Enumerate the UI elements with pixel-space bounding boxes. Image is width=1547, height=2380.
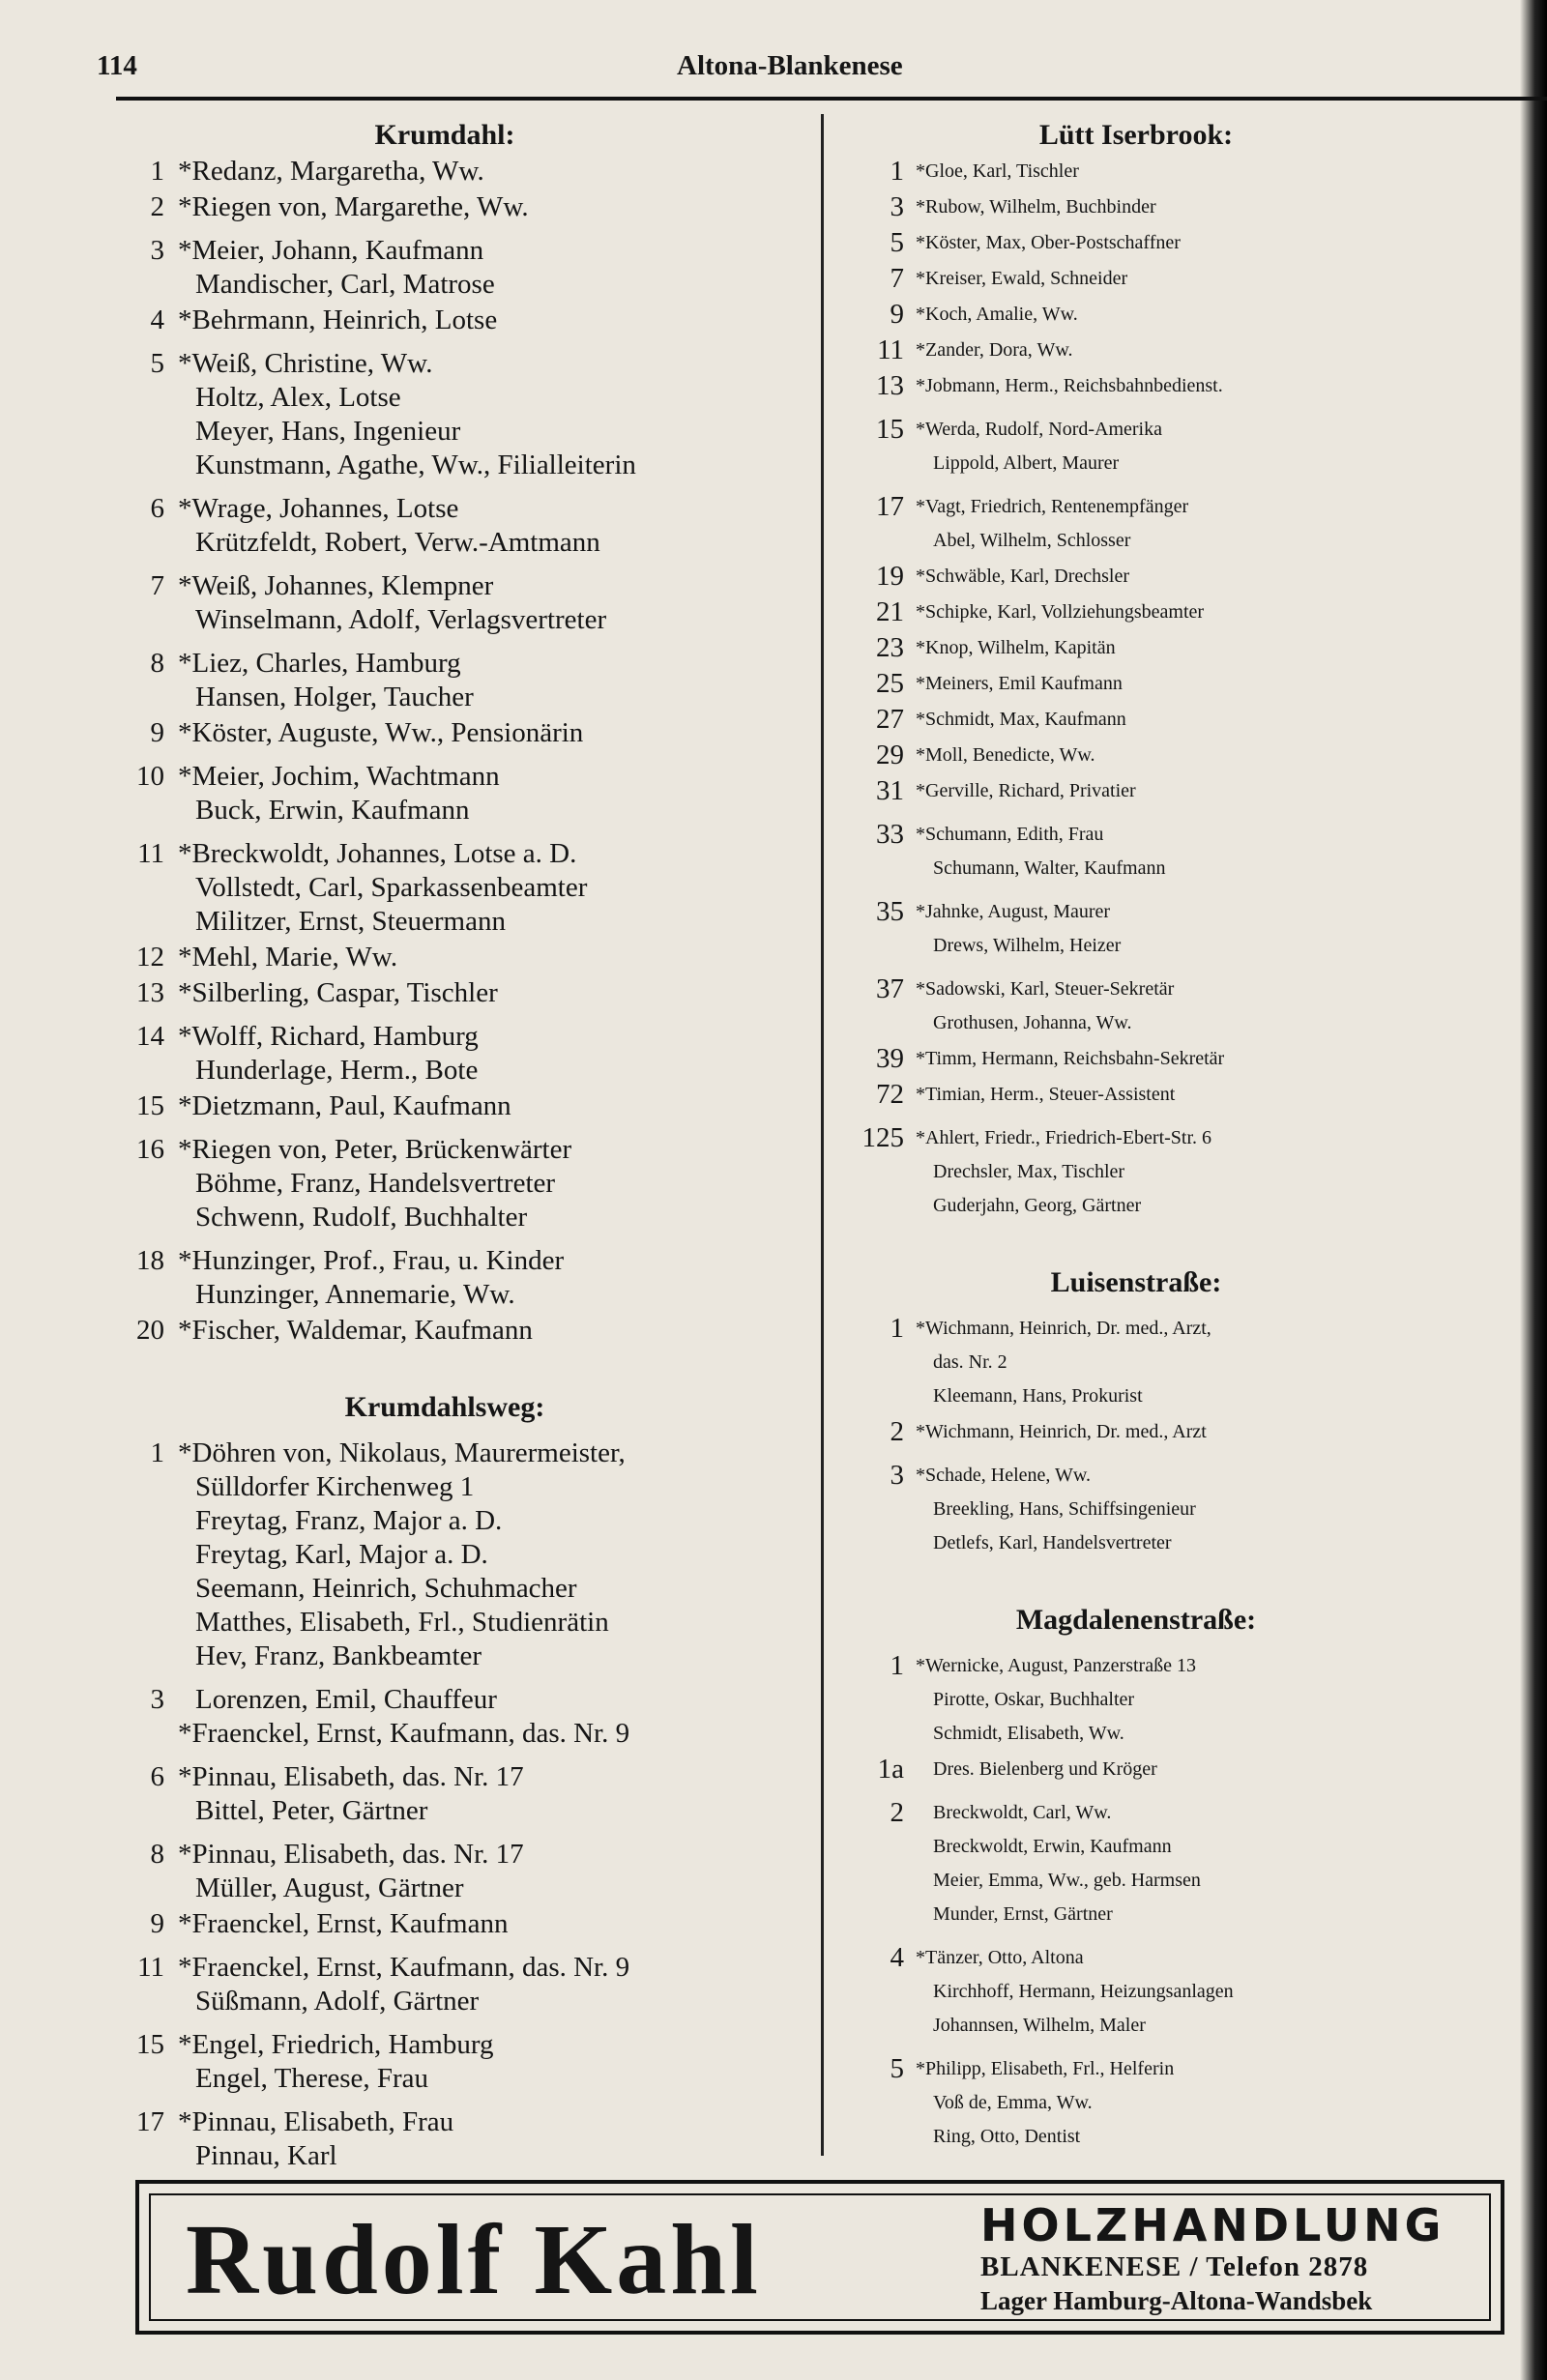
resident-line: *Schmidt, Max, Kaufmann	[916, 709, 1126, 730]
resident-line: *Timm, Hermann, Reichsbahn-Sekretär	[916, 1048, 1225, 1069]
house-number: 13	[136, 977, 164, 1008]
house-number: 20	[136, 1315, 164, 1346]
resident-line: Pirotte, Oskar, Buchhalter	[933, 1689, 1135, 1710]
address-entry	[846, 2052, 1547, 2154]
resident-line: *Redanz, Margaretha, Ww.	[178, 156, 484, 187]
resident-line: Breckwoldt, Carl, Ww.	[933, 1802, 1112, 1823]
resident-lines	[916, 155, 1547, 189]
resident-lines	[916, 818, 1547, 885]
resident-line: Militzer, Ernst, Steuermann	[195, 906, 506, 937]
address-entry	[97, 569, 851, 637]
address-entry	[97, 1020, 851, 1088]
address-entry	[846, 490, 1547, 558]
address-entry	[97, 2028, 851, 2096]
house-number: 33	[876, 819, 904, 850]
resident-line: *Wernicke, August, Panzerstraße 13	[916, 1655, 1196, 1676]
address-entry	[846, 1796, 1547, 1931]
house-number: 25	[876, 668, 904, 699]
house-number: 5	[890, 2053, 904, 2084]
house-number: 12	[136, 942, 164, 972]
resident-line: Lippold, Albert, Maurer	[933, 452, 1120, 474]
address-entry	[97, 1760, 851, 1828]
address-entry	[97, 1683, 851, 1751]
advertisement-line1: HOLZHANDLUNG	[980, 2199, 1445, 2251]
address-entry	[846, 739, 1547, 772]
resident-line: *Mehl, Marie, Ww.	[178, 942, 398, 972]
resident-line: Krützfeldt, Robert, Verw.-Amtmann	[195, 527, 600, 558]
address-entry	[97, 1437, 851, 1673]
house-number: 31	[876, 775, 904, 806]
resident-line: *Breckwoldt, Johannes, Lotse a. D.	[178, 838, 577, 869]
resident-line: Hev, Franz, Bankbeamter	[195, 1640, 482, 1671]
house-number: 8	[150, 648, 164, 679]
resident-line: Meyer, Hans, Ingenieur	[195, 416, 461, 447]
street-section	[846, 1263, 1547, 1560]
address-entry	[97, 234, 851, 302]
right-column	[846, 116, 1547, 2156]
house-number: 1	[150, 1437, 164, 1468]
resident-line: *Rubow, Wilhelm, Buchbinder	[916, 196, 1156, 218]
address-entry	[97, 1133, 851, 1234]
resident-line: *Koch, Amalie, Ww.	[916, 304, 1078, 325]
advertisement-name: Rudolf Kahl	[186, 2204, 762, 2315]
address-entry	[846, 190, 1547, 224]
house-number: 1	[890, 156, 904, 187]
resident-lines	[916, 1459, 1547, 1560]
house-number: 35	[876, 896, 904, 927]
house-number: 72	[876, 1079, 904, 1110]
resident-lines	[916, 595, 1547, 629]
address-entry	[97, 190, 851, 224]
section-spacer	[97, 1350, 851, 1388]
resident-line: *Jahnke, August, Maurer	[916, 901, 1111, 922]
resident-line: Ring, Otto, Dentist	[933, 2126, 1081, 2147]
house-number: 11	[137, 1952, 164, 1983]
house-number: 8	[150, 1839, 164, 1870]
resident-lines	[916, 1796, 1547, 1931]
resident-line: *Engel, Friedrich, Hamburg	[178, 2029, 494, 2060]
resident-line: *Fraenckel, Ernst, Kaufmann, das. Nr. 9	[178, 1718, 630, 1749]
house-number: 17	[876, 491, 904, 522]
resident-line: *Vagt, Friedrich, Rentenempfänger	[916, 496, 1189, 517]
page-header	[97, 50, 1489, 97]
address-entry	[97, 1314, 851, 1348]
address-entry	[846, 226, 1547, 260]
resident-line: *Döhren von, Nikolaus, Maurermeister,	[178, 1437, 626, 1468]
resident-line: Meier, Emma, Ww., geb. Harmsen	[933, 1870, 1201, 1891]
house-number: 4	[890, 1942, 904, 1973]
resident-line: *Köster, Max, Ober-Postschaffner	[916, 232, 1181, 253]
resident-lines	[916, 190, 1547, 224]
address-entry	[846, 1415, 1547, 1449]
address-entry	[97, 347, 851, 482]
address-entry	[846, 1121, 1547, 1223]
street-section	[846, 1601, 1547, 2154]
resident-lines	[916, 1941, 1547, 2043]
resident-lines	[178, 1907, 851, 1941]
resident-lines	[178, 1437, 851, 1673]
resident-line: *Meier, Johann, Kaufmann	[178, 235, 484, 266]
house-number: 6	[150, 1761, 164, 1792]
resident-line: Schmidt, Elisabeth, Ww.	[933, 1723, 1124, 1744]
resident-line: Breekling, Hans, Schiffsingenieur	[933, 1498, 1196, 1520]
resident-lines	[916, 667, 1547, 701]
resident-line: Winselmann, Adolf, Verlagsvertreter	[195, 604, 607, 635]
resident-lines	[178, 1951, 851, 2018]
resident-line: *Wrage, Johannes, Lotse	[178, 493, 459, 524]
house-number: 15	[136, 1090, 164, 1121]
house-number: 37	[876, 973, 904, 1004]
address-entry	[846, 155, 1547, 189]
resident-line: *Pinnau, Elisabeth, das. Nr. 17	[178, 1761, 524, 1792]
resident-lines	[916, 774, 1547, 808]
house-number: 11	[137, 838, 164, 869]
house-number: 5	[890, 227, 904, 258]
page-number: 114	[97, 50, 137, 81]
section-spacer	[846, 1562, 1547, 1601]
house-number: 7	[150, 570, 164, 601]
resident-line: Kleemann, Hans, Prokurist	[933, 1385, 1143, 1407]
resident-lines	[916, 490, 1547, 558]
resident-line: Pinnau, Karl	[195, 2140, 337, 2171]
resident-lines	[916, 1078, 1547, 1112]
address-entry	[97, 492, 851, 560]
resident-lines	[178, 1314, 851, 1348]
resident-lines	[178, 304, 851, 337]
resident-line: Bittel, Peter, Gärtner	[195, 1795, 428, 1826]
resident-line: *Meiners, Emil Kaufmann	[916, 673, 1123, 694]
street-section	[97, 1388, 851, 2173]
resident-lines	[178, 569, 851, 637]
house-number: 2	[890, 1416, 904, 1447]
resident-line: Matthes, Elisabeth, Frl., Studienrätin	[195, 1607, 609, 1638]
resident-line: *Liez, Charles, Hamburg	[178, 648, 461, 679]
resident-lines	[916, 369, 1547, 403]
address-entry	[97, 941, 851, 974]
resident-lines	[178, 1020, 851, 1088]
resident-line: *Kreiser, Ewald, Schneider	[916, 268, 1128, 289]
resident-line: Drews, Wilhelm, Heizer	[933, 935, 1122, 956]
resident-lines	[916, 972, 1547, 1040]
house-number: 1	[890, 1313, 904, 1344]
resident-lines	[178, 155, 851, 189]
resident-line: *Moll, Benedicte, Ww.	[916, 744, 1095, 766]
resident-line: *Köster, Auguste, Ww., Pensionärin	[178, 717, 584, 748]
house-number: 1	[890, 1650, 904, 1681]
resident-line: Holtz, Alex, Lotse	[195, 382, 401, 413]
resident-lines	[178, 1838, 851, 1905]
house-number: 9	[150, 717, 164, 748]
address-entry	[846, 631, 1547, 665]
resident-line: *Zander, Dora, Ww.	[916, 339, 1073, 361]
address-entry	[97, 1951, 851, 2018]
resident-lines	[178, 837, 851, 939]
resident-line: *Tänzer, Otto, Altona	[916, 1947, 1084, 1968]
resident-lines	[916, 1649, 1547, 1751]
street-title: Krumdahl:	[374, 119, 515, 151]
house-number: 23	[876, 632, 904, 663]
resident-line: Voß de, Emma, Ww.	[933, 2092, 1093, 2113]
resident-lines	[916, 262, 1547, 296]
house-number: 7	[890, 263, 904, 294]
resident-line: Munder, Ernst, Gärtner	[933, 1903, 1113, 1925]
resident-lines	[916, 1753, 1547, 1786]
address-entry	[97, 1838, 851, 1905]
resident-line: Engel, Therese, Frau	[195, 2063, 429, 2094]
resident-line: *Schipke, Karl, Vollziehungsbeamter	[916, 601, 1205, 623]
resident-line: das. Nr. 2	[933, 1351, 1007, 1373]
advertisement-inner-border	[149, 2193, 1491, 2321]
address-entry	[846, 560, 1547, 594]
resident-lines	[178, 647, 851, 714]
resident-lines	[916, 1312, 1547, 1413]
resident-line: *Ahlert, Friedr., Friedrich-Ebert-Str. 6	[916, 1127, 1212, 1148]
resident-lines	[916, 413, 1547, 480]
resident-lines	[178, 1683, 851, 1751]
resident-line: Süßmann, Adolf, Gärtner	[195, 1986, 480, 2017]
resident-line: Schumann, Walter, Kaufmann	[933, 857, 1166, 879]
resident-line: *Jobmann, Herm., Reichsbahnbedienst.	[916, 375, 1223, 396]
address-entry	[97, 760, 851, 827]
house-number: 1a	[877, 1754, 904, 1785]
resident-line: *Pinnau, Elisabeth, das. Nr. 17	[178, 1839, 524, 1870]
resident-line: Kunstmann, Agathe, Ww., Filialleiterin	[195, 450, 636, 480]
house-number: 11	[877, 334, 904, 365]
resident-lines	[178, 347, 851, 482]
house-number: 6	[150, 493, 164, 524]
resident-line: Freytag, Karl, Major a. D.	[195, 1539, 488, 1570]
house-number: 4	[150, 305, 164, 335]
resident-lines	[178, 1244, 851, 1312]
resident-line: *Hunzinger, Prof., Frau, u. Kinder	[178, 1245, 565, 1276]
address-entry	[97, 1244, 851, 1312]
resident-line: Dres. Bielenberg und Kröger	[933, 1758, 1157, 1780]
resident-line: Schwenn, Rudolf, Buchhalter	[195, 1202, 528, 1233]
page-title: Altona-Blankenese	[677, 50, 903, 81]
house-number: 18	[136, 1245, 164, 1276]
left-column	[97, 116, 851, 2175]
section-spacer	[846, 1225, 1547, 1263]
house-number: 9	[150, 1908, 164, 1939]
house-number: 21	[876, 596, 904, 627]
resident-lines	[178, 760, 851, 827]
resident-line: *Timian, Herm., Steuer-Assistent	[916, 1084, 1176, 1105]
address-entry	[846, 972, 1547, 1040]
resident-line: *Fischer, Waldemar, Kaufmann	[178, 1315, 533, 1346]
resident-lines	[916, 226, 1547, 260]
resident-line: *Knop, Wilhelm, Kapitän	[916, 637, 1116, 658]
resident-lines	[916, 703, 1547, 737]
resident-line: Kirchhoff, Hermann, Heizungsanlagen	[933, 1981, 1234, 2002]
resident-line: Vollstedt, Carl, Sparkassenbeamter	[195, 872, 588, 903]
address-entry	[846, 334, 1547, 367]
resident-line: Böhme, Franz, Handelsvertreter	[195, 1168, 556, 1199]
resident-line: Hunzinger, Annemarie, Ww.	[195, 1279, 515, 1310]
street-title: Krumdahlsweg:	[344, 1391, 545, 1423]
resident-lines	[916, 334, 1547, 367]
house-number: 16	[136, 1134, 164, 1165]
street-section	[846, 116, 1547, 1223]
resident-line: *Schwäble, Karl, Drechsler	[916, 566, 1130, 587]
house-number: 3	[150, 1684, 164, 1715]
resident-lines	[178, 190, 851, 224]
resident-line: Detlefs, Karl, Handelsvertreter	[933, 1532, 1172, 1553]
header-rule	[116, 97, 1547, 101]
resident-line: Mandischer, Carl, Matrose	[195, 269, 495, 300]
house-number: 19	[876, 561, 904, 592]
address-entry	[846, 1312, 1547, 1413]
resident-line: *Meier, Jochim, Wachtmann	[178, 761, 500, 792]
resident-line: *Gloe, Karl, Tischler	[916, 160, 1079, 182]
address-entry	[846, 1753, 1547, 1786]
address-entry	[97, 1907, 851, 1941]
resident-line: *Gerville, Richard, Privatier	[916, 780, 1136, 801]
address-entry	[97, 304, 851, 337]
address-entry	[846, 413, 1547, 480]
house-number: 27	[876, 704, 904, 735]
resident-line: *Wichmann, Heinrich, Dr. med., Arzt,	[916, 1318, 1211, 1339]
resident-line: *Riegen von, Margarethe, Ww.	[178, 191, 529, 222]
resident-lines	[916, 2052, 1547, 2154]
house-number: 3	[150, 235, 164, 266]
house-number: 15	[876, 414, 904, 445]
address-entry	[846, 1078, 1547, 1112]
resident-line: *Weiß, Johannes, Klempner	[178, 570, 494, 601]
house-number: 14	[136, 1021, 164, 1052]
resident-line: *Schumann, Edith, Frau	[916, 824, 1104, 845]
resident-line: *Wolff, Richard, Hamburg	[178, 1021, 479, 1052]
address-entry	[846, 369, 1547, 403]
resident-line: Breckwoldt, Erwin, Kaufmann	[933, 1836, 1172, 1857]
house-number: 5	[150, 348, 164, 379]
advertisement-details	[980, 2201, 1497, 2317]
address-entry	[97, 647, 851, 714]
address-entry	[97, 1089, 851, 1123]
house-number: 9	[890, 299, 904, 330]
resident-line: *Wichmann, Heinrich, Dr. med., Arzt	[916, 1421, 1207, 1442]
resident-line: Abel, Wilhelm, Schlosser	[933, 530, 1131, 551]
house-number: 1	[150, 156, 164, 187]
house-number: 17	[136, 2106, 164, 2137]
resident-line: Hansen, Holger, Taucher	[195, 682, 474, 712]
resident-lines	[178, 2105, 851, 2173]
house-number: 125	[861, 1122, 904, 1153]
resident-lines	[916, 298, 1547, 332]
address-entry	[846, 818, 1547, 885]
address-entry	[97, 837, 851, 939]
resident-line: *Fraenckel, Ernst, Kaufmann	[178, 1908, 509, 1939]
resident-line: Buck, Erwin, Kaufmann	[195, 795, 470, 826]
house-number: 29	[876, 740, 904, 770]
house-number: 13	[876, 370, 904, 401]
resident-line: *Schade, Helene, Ww.	[916, 1465, 1092, 1486]
house-number: 10	[136, 761, 164, 792]
resident-line: Sülldorfer Kirchenweg 1	[195, 1471, 475, 1502]
house-number: 2	[890, 1797, 904, 1828]
resident-line: Johannsen, Wilhelm, Maler	[933, 2015, 1146, 2036]
resident-line: Freytag, Franz, Major a. D.	[195, 1505, 503, 1536]
resident-line: *Sadowski, Karl, Steuer-Sekretär	[916, 978, 1175, 1000]
house-number: 3	[890, 191, 904, 222]
resident-lines	[916, 631, 1547, 665]
address-entry	[846, 703, 1547, 737]
resident-lines	[178, 492, 851, 560]
street-title: Luisenstraße:	[1050, 1266, 1222, 1298]
resident-line: Grothusen, Johanna, Ww.	[933, 1012, 1132, 1033]
resident-lines	[916, 1042, 1547, 1076]
advertisement-box	[135, 2180, 1504, 2335]
address-entry	[846, 298, 1547, 332]
resident-line: Guderjahn, Georg, Gärtner	[933, 1195, 1142, 1216]
resident-lines	[916, 739, 1547, 772]
resident-line: Seemann, Heinrich, Schuhmacher	[195, 1573, 577, 1604]
address-entry	[846, 667, 1547, 701]
resident-lines	[178, 1133, 851, 1234]
street-title: Magdalenenstraße:	[1015, 1604, 1257, 1636]
resident-line: *Riegen von, Peter, Brückenwärter	[178, 1134, 572, 1165]
resident-line: Lorenzen, Emil, Chauffeur	[195, 1684, 497, 1715]
resident-line: *Philipp, Elisabeth, Frl., Helferin	[916, 2058, 1175, 2079]
resident-line: *Werda, Rudolf, Nord-Amerika	[916, 419, 1162, 440]
house-number: 39	[876, 1043, 904, 1074]
resident-line: Hunderlage, Herm., Bote	[195, 1055, 479, 1086]
resident-line: *Fraenckel, Ernst, Kaufmann, das. Nr. 9	[178, 1952, 630, 1983]
house-number: 15	[136, 2029, 164, 2060]
resident-line: *Behrmann, Heinrich, Lotse	[178, 305, 498, 335]
resident-line: *Dietzmann, Paul, Kaufmann	[178, 1090, 511, 1121]
address-entry	[97, 155, 851, 189]
house-number: 2	[150, 191, 164, 222]
house-number: 3	[890, 1460, 904, 1491]
resident-lines	[178, 2028, 851, 2096]
resident-lines	[178, 976, 851, 1010]
resident-line: Müller, August, Gärtner	[195, 1872, 464, 1903]
address-entry	[846, 774, 1547, 808]
resident-lines	[916, 1121, 1547, 1223]
address-entry	[846, 895, 1547, 963]
resident-lines	[178, 1089, 851, 1123]
resident-line: *Weiß, Christine, Ww.	[178, 348, 433, 379]
address-entry	[846, 595, 1547, 629]
resident-lines	[178, 716, 851, 750]
address-entry	[97, 2105, 851, 2173]
address-entry	[846, 1941, 1547, 2043]
resident-lines	[916, 560, 1547, 594]
resident-lines	[178, 234, 851, 302]
advertisement-line3: Lager Hamburg-Altona-Wandsbek	[980, 2286, 1373, 2315]
street-title: Lütt Iserbrook:	[1038, 119, 1234, 151]
address-entry	[846, 1649, 1547, 1751]
address-entry	[846, 1459, 1547, 1560]
advertisement-line2: BLANKENESE / Telefon 2878	[980, 2251, 1369, 2282]
resident-line: *Silberling, Caspar, Tischler	[178, 977, 498, 1008]
resident-line: *Pinnau, Elisabeth, Frau	[178, 2106, 454, 2137]
address-entry	[846, 262, 1547, 296]
resident-lines	[178, 941, 851, 974]
address-entry	[97, 716, 851, 750]
resident-lines	[178, 1760, 851, 1828]
resident-lines	[916, 1415, 1547, 1449]
address-entry	[846, 1042, 1547, 1076]
address-entry	[97, 976, 851, 1010]
street-section	[97, 116, 851, 1348]
resident-lines	[916, 895, 1547, 963]
resident-line: Drechsler, Max, Tischler	[933, 1161, 1125, 1182]
